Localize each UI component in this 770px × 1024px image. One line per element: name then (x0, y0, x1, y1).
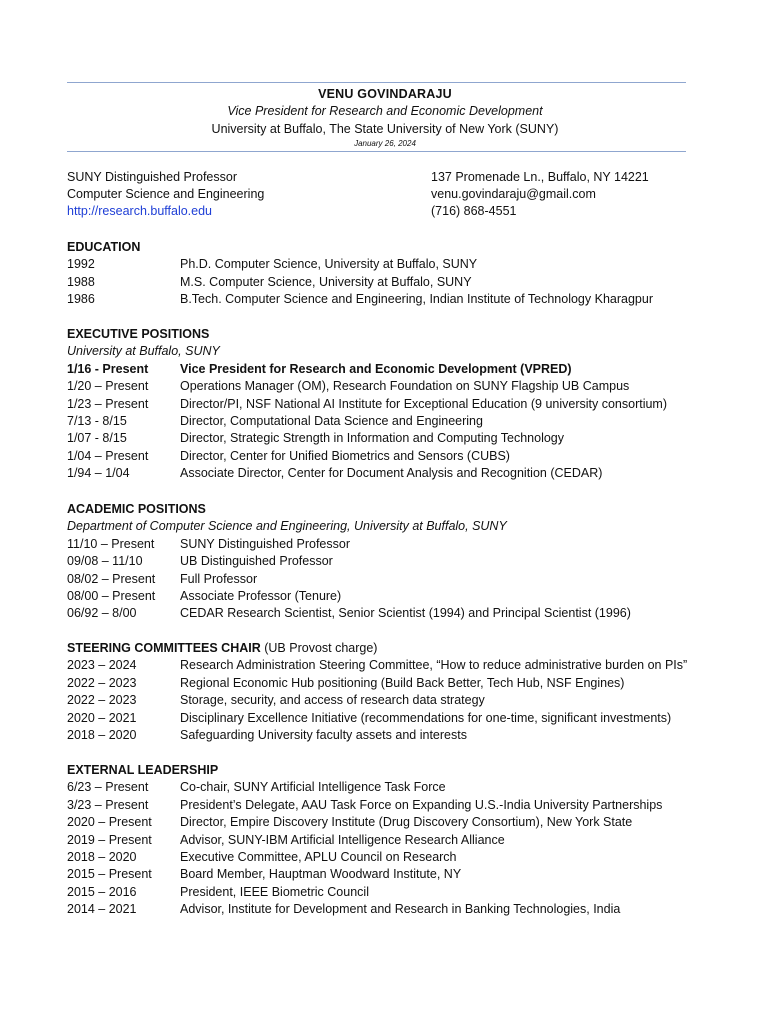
person-title: Vice President for Research and Economic Development (227, 104, 543, 118)
section-heading (67, 640, 727, 657)
section-heading-note: (UB Provost charge) (260, 641, 378, 655)
header-top-rule (67, 82, 686, 83)
entry-text: Safeguarding University faculty assets and interests (180, 727, 467, 742)
entry-text: President, IEEE Biometric Council (180, 884, 369, 899)
entry-row (67, 588, 727, 605)
entry-date: 1/16 - Present (67, 361, 149, 376)
entry-row (67, 797, 727, 814)
entry-text: Co-chair, SUNY Artificial Intelligence Task Force (180, 780, 446, 795)
entry-row (67, 396, 727, 413)
entry-date: 2018 – 2020 (67, 849, 137, 864)
entry-date: 2018 – 2020 (67, 727, 137, 742)
entry-row (67, 727, 727, 744)
entry-row (67, 832, 727, 849)
entry-row (67, 361, 727, 378)
entry-text: Storage, security, and access of research data strategy (180, 693, 485, 708)
entry-text: President’s Delegate, AAU Task Force on Expanding U.S.-India University Partnerships (180, 797, 663, 812)
header-bottom-rule (67, 151, 686, 152)
entry-text: Full Professor (180, 571, 258, 586)
entry-date: 08/00 – Present (67, 588, 156, 603)
entry-row (67, 657, 727, 674)
entry-date: 1/23 – Present (67, 396, 149, 411)
entry-text: Advisor, SUNY-IBM Artificial Intelligence Research Alliance (180, 832, 505, 847)
entry-row (67, 274, 727, 291)
contact-left-block (67, 169, 264, 221)
entry-date: 1986 (67, 292, 95, 307)
entry-date: 2015 – 2016 (67, 884, 137, 899)
entry-date: 1992 (67, 257, 95, 272)
section-heading-text: EDUCATION (67, 240, 141, 254)
entry-date: 2020 – Present (67, 815, 152, 830)
contact-right-block (431, 169, 649, 221)
entry-text: Director, Strategic Strength in Information and Computing Technology (180, 431, 565, 446)
entry-row (67, 692, 727, 709)
entry-date: 2015 – Present (67, 867, 152, 882)
entry-text: SUNY Distinguished Professor (180, 536, 350, 551)
entry-row (67, 675, 727, 692)
entry-date: 2023 – 2024 (67, 658, 137, 673)
entry-date: 3/23 – Present (67, 797, 149, 812)
entry-row (67, 378, 727, 395)
contact-department: Computer Science and Engineering (67, 187, 265, 202)
entry-row (67, 448, 727, 465)
entry-text: Operations Manager (OM), Research Foundation on SUNY Flagship UB Campus (180, 379, 630, 394)
entry-date: 1/20 – Present (67, 379, 149, 394)
institution-line: University at Buffalo, The State University of New York (SUNY) (211, 122, 559, 136)
entry-row (67, 536, 727, 553)
entry-text: Director, Computational Data Science and Engineering (180, 413, 483, 428)
entry-date: 08/02 – Present (67, 571, 156, 586)
entry-text: B.Tech. Computer Science and Engineering, Indian Institute of Technology Kharagpur (180, 292, 653, 307)
entry-text: Research Administration Steering Committee, “How to reduce administrative burden on PIs” (180, 658, 688, 673)
website-link[interactable]: http://research.buffalo.edu (67, 204, 213, 219)
entry-text: Vice President for Research and Economic Development (VPRED) (180, 361, 572, 376)
entry-row (67, 430, 727, 447)
section-heading (67, 762, 727, 779)
entry-date: 1988 (67, 274, 95, 289)
steering-committees-section (67, 640, 727, 744)
external-leadership-section (67, 762, 727, 919)
person-name: VENU GOVINDARAJU (318, 87, 452, 101)
academic-positions-section (67, 501, 727, 623)
entry-date: 2022 – 2023 (67, 693, 137, 708)
entry-text: Regional Economic Hub positioning (Build Back Better, Tech Hub, NSF Engines) (180, 675, 625, 690)
section-subheading: University at Buffalo, SUNY (67, 344, 220, 359)
section-heading-text: STEERING COMMITTEES CHAIR (67, 641, 261, 655)
entry-date: 2014 – 2021 (67, 902, 137, 917)
entry-date: 2022 – 2023 (67, 675, 137, 690)
document-date: January 26, 2024 (354, 139, 416, 148)
entry-date: 1/07 - 8/15 (67, 431, 127, 446)
entry-row (67, 779, 727, 796)
entry-row (67, 710, 727, 727)
section-subheading: Department of Computer Science and Engineering, University at Buffalo, SUNY (67, 519, 507, 534)
contact-position: SUNY Distinguished Professor (67, 170, 237, 184)
section-heading-text: EXTERNAL LEADERSHIP (67, 763, 219, 777)
entry-date: 6/23 – Present (67, 780, 149, 795)
section-heading (67, 239, 727, 256)
entry-row (67, 553, 727, 570)
entry-row (67, 571, 727, 588)
executive-positions-section (67, 326, 727, 483)
education-section (67, 239, 727, 309)
entry-text: Director/PI, NSF National AI Institute for Exceptional Education (9 university consortium) (180, 396, 668, 411)
entry-row (67, 901, 727, 918)
entry-row (67, 256, 727, 273)
entry-row (67, 605, 727, 622)
entry-date: 7/13 - 8/15 (67, 413, 127, 428)
contact-address: 137 Promenade Ln., Buffalo, NY 14221 (431, 170, 649, 184)
entry-date: 1/04 – Present (67, 448, 149, 463)
contact-phone: (716) 868-4551 (431, 204, 517, 219)
entry-text: Director, Empire Discovery Institute (Drug Discovery Consortium), New York State (180, 815, 633, 830)
entry-text: CEDAR Research Scientist, Senior Scientist (1994) and Principal Scientist (1996) (180, 606, 631, 621)
section-heading (67, 326, 727, 343)
section-heading-text: EXECUTIVE POSITIONS (67, 327, 210, 341)
entry-date: 09/08 – 11/10 (67, 554, 143, 569)
entry-date: 2019 – Present (67, 832, 152, 847)
entry-text: Ph.D. Computer Science, University at Buffalo, SUNY (180, 257, 478, 272)
entry-text: Disciplinary Excellence Initiative (recommendations for one-time, significant investments) (180, 710, 672, 725)
entry-text: UB Distinguished Professor (180, 554, 333, 569)
entry-date: 11/10 – Present (67, 536, 155, 551)
entry-text: Advisor, Institute for Development and Research in Banking Technologies, India (180, 902, 621, 917)
entry-row (67, 814, 727, 831)
entry-row (67, 291, 727, 308)
entry-row (67, 884, 727, 901)
entry-row (67, 465, 727, 482)
section-heading-text: ACADEMIC POSITIONS (67, 502, 206, 516)
entry-text: Executive Committee, APLU Council on Research (180, 849, 457, 864)
entry-date: 1/94 – 1/04 (67, 466, 130, 481)
entry-row (67, 413, 727, 430)
entry-row (67, 849, 727, 866)
entry-text: M.S. Computer Science, University at Buffalo, SUNY (180, 274, 472, 289)
entry-text: Director, Center for Unified Biometrics and Sensors (CUBS) (180, 448, 510, 463)
entry-text: Associate Director, Center for Document Analysis and Recognition (CEDAR) (180, 466, 603, 481)
entry-text: Associate Professor (Tenure) (180, 588, 342, 603)
entry-text: Board Member, Hauptman Woodward Institute, NY (180, 867, 462, 882)
section-heading (67, 501, 727, 518)
contact-email: venu.govindaraju@gmail.com (431, 187, 596, 202)
entry-row (67, 866, 727, 883)
entry-date: 2020 – 2021 (67, 710, 137, 725)
entry-date: 06/92 – 8/00 (67, 606, 137, 621)
